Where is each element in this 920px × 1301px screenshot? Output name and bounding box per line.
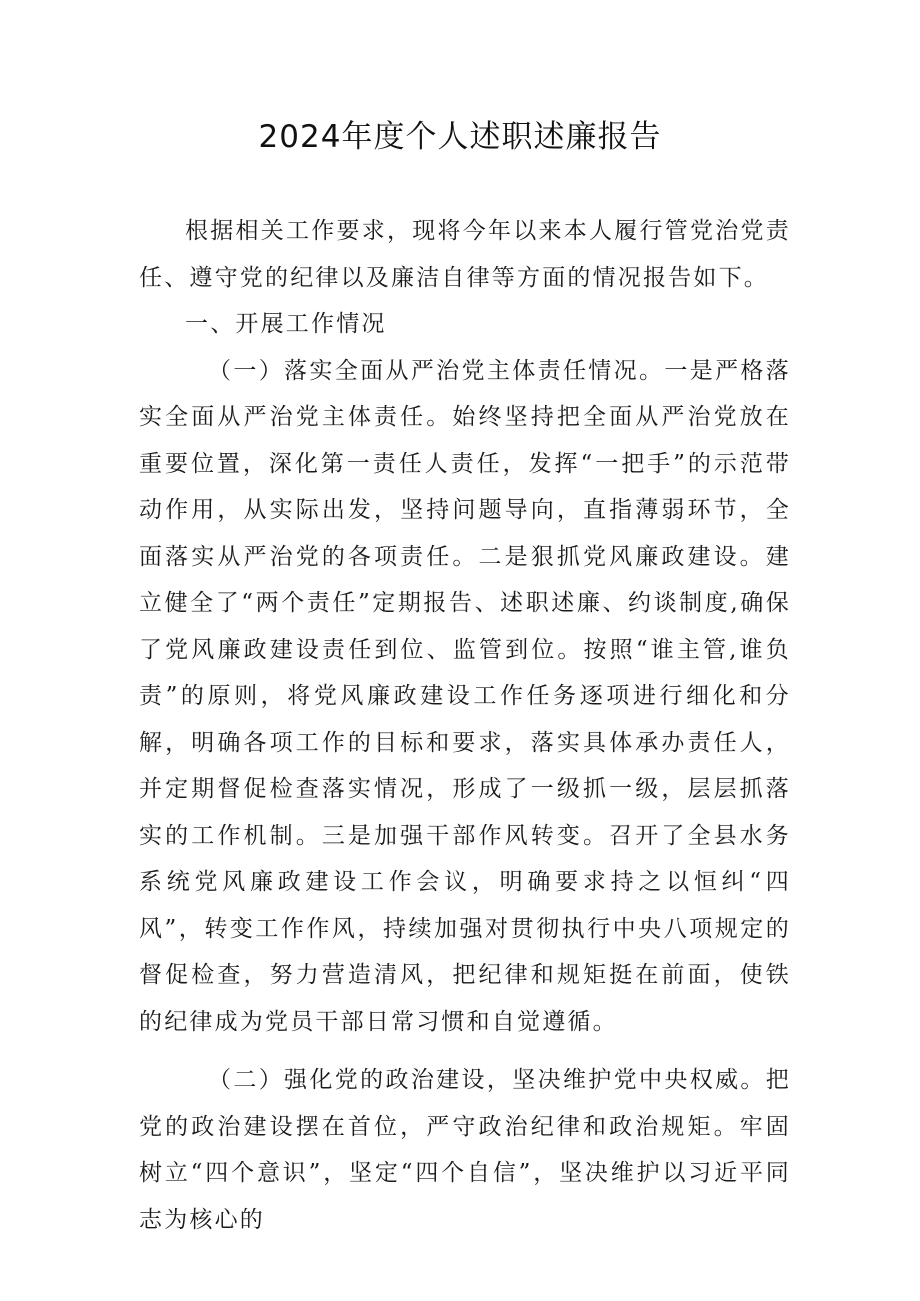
subsection-paragraph-1: （一）落实全面从严治党主体责任情况。一是严格落实全面从严治党主体责任。始终坚持把全面从严治党放在重要位置，深化第一责任人责任，发挥“一把手”的示范带动作用，从实际出发，坚持问题导向，直指薄弱环节，全面落实从严治党的各项责任。二是狠抓党风廉政建设。建立健全了“两个责任”定期报告、述职述廉、约谈制度,确保了党风廉政建设责任到位、监管到位。按照“谁主管,谁负责”的原则，将党风廉政建设工作任务逐项进行细化和分解，明确各项工作的目标和要求，落实具体承办责任人，并定期督促检查落实情况，形成了一级抓一级，层层抓落实的工作机制。三是加强干部作风转变。召开了全县水务系统党风廉政建设工作会议，明确要求持之以恒纠“四风”，转变工作作风，持续加强对贯彻执行中央八项规定的督促检查，努力营造清风，把纪律和规矩挺在前面，使铁的纪律成为党员干部日常习惯和自觉遵循。	[139, 357, 791, 1035]
subsection-paragraph-2: （二）强化党的政治建设，坚决维护党中央权威。把党的政治建设摆在首位，严守政治纪律和政治规矩。牢固树立“四个意识”，坚定“四个自信”，坚决维护以习近平同志为核心的	[139, 1067, 791, 1233]
document-title: 2024年度个人述职述廉报告	[258, 119, 662, 155]
document-body	[139, 208, 791, 1243]
intro-paragraph: 根据相关工作要求，现将今年以来本人履行管党治党责任、遵守党的纪律以及廉洁自律等方面的情况报告如下。	[139, 218, 791, 291]
section-heading: 一、开展工作情况	[185, 311, 387, 337]
